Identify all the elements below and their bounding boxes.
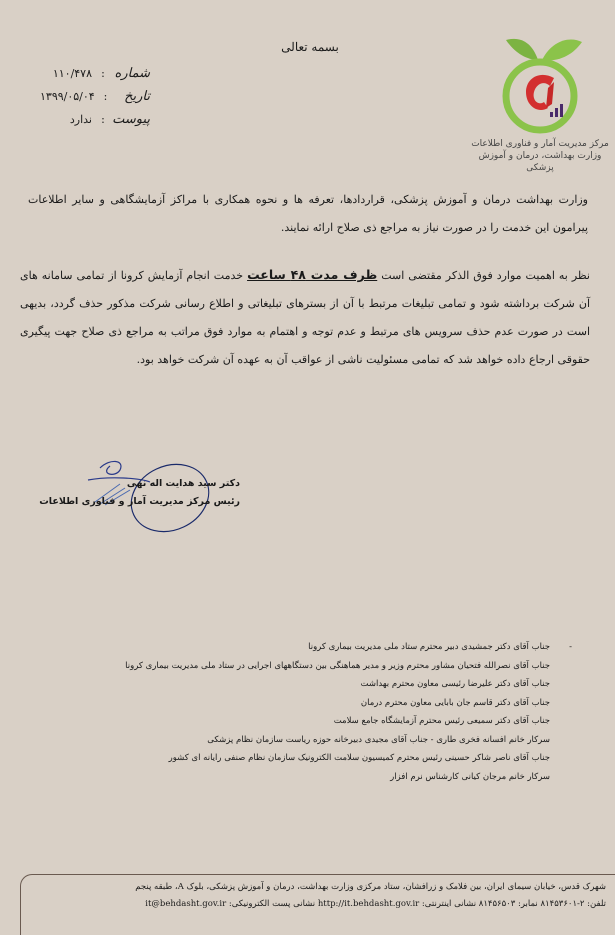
letter-meta <box>40 62 150 131</box>
body-paragraph-1: وزارت بهداشت درمان و آموزش پزشکی، قراردادها، تعرفه ها و نحوه همکاری با مراکز آزمایشگاهی و سایر اطلاعات پیرامون این خدمت را در صورت نیاز به مراجع ذی صلاح ارائه نمایند. <box>28 193 588 234</box>
meta-attachment-row <box>40 108 150 131</box>
meta-label: شماره <box>114 66 150 81</box>
ministry-logo <box>470 30 610 173</box>
paragraph-text: نظر به اهمیت موارد فوق الذکر مقتضی است <box>377 269 590 282</box>
signatory-name: دکتر سید هدایت اله نهی <box>126 478 240 489</box>
meta-label: تاریخ <box>124 89 150 104</box>
logo-caption-line2: وزارت بهداشت، درمان و آموزش پزشکی <box>478 151 602 173</box>
cc-item: جناب آقای دکتر قاسم جان بابایی معاون محترم درمان <box>360 697 550 708</box>
meta-colon: : <box>103 90 108 103</box>
cc-item: جناب آقای نصرالله فتحیان مشاور محترم وزیر و مدیر هماهنگی بین دستگاههای اجرایی در ستاد ملی مدیریت بیماری کرونا <box>125 660 550 671</box>
logo-emblem-icon <box>492 30 588 135</box>
paragraph-text: خدمت انجام آزمایش کرونا از تمامی سامانه های آن شرکت برداشته شود و تمامی تبلیغات مرتبط با آن از بسترهای تبلیغاتی و اطلاع رسانی شرکت مذکور حذف گردد، بدیهی است در صورت عدم حذف سرویس های مرتبط و عدم توجه و اهتمام به موارد فوق مراتب به مراجع ذی صلاح جهت پیگیری حقوقی ارجاع داده خواهد شد که تمامی مسئولیت ناشی از عواقب آن به عهده آن شرکت خواهد بود. <box>20 269 590 366</box>
signature-scribble-icon <box>70 450 240 540</box>
meta-number-row <box>40 62 150 85</box>
cc-item: جناب آقای دکتر علیرضا رئیسی معاون محترم بهداشت <box>360 679 550 689</box>
cc-item: جناب آقای دکتر سمیعی رئیس محترم آزمایشگاه جامع سلامت <box>333 716 550 726</box>
letter-number: ۱۱۰/۴۷۸ <box>52 67 92 80</box>
cc-list <box>100 638 572 786</box>
meta-colon: : <box>101 67 105 80</box>
signature-block <box>39 450 240 540</box>
bismillah-heading: بسمه تعالی <box>281 40 339 54</box>
cc-item: سرکار خانم افسانه فخری طاری - جناب آقای مجیدی دبیرخانه حوزه ریاست سازمان نظام پزشکی <box>207 734 550 745</box>
meta-label: پیوست <box>112 112 150 127</box>
footer-address: شهرک قدس، خیابان سیمای ایران، بین فلامک و زرافشان، ستاد مرکزی وزارت بهداشت، درمان و آموزش پزشکی، بلوک A، طبقه پنجم <box>135 882 606 892</box>
letter-date: ۱۳۹۹/۰۵/۰۴ <box>40 90 95 103</box>
logo-caption-line1: مرکز مدیریت آمار و فناوری اطلاعات <box>471 139 609 149</box>
logo-caption <box>470 138 610 174</box>
cc-item: جناب آقای ناصر شاکر حسینی رئیس محترم کمیسیون سلامت الکترونیک سازمان نظام صنفی رایانه ای کشور <box>168 753 550 763</box>
deadline-emphasis: ظرف مدت ۴۸ ساعت <box>247 267 378 282</box>
meta-colon: : <box>101 113 105 126</box>
meta-date-row <box>40 85 150 108</box>
letterhead-footer <box>20 874 615 935</box>
cc-item: جناب آقای دکتر جمشیدی دبیر محترم ستاد ملی مدیریت بیماری کرونا <box>308 642 550 652</box>
footer-contact: تلفن: ۲-۸۱۴۵۳۶۰۱ نمابر: ۸۱۴۵۶۵۰۳ نشانی اینترنتی: http://it.behdasht.gov.ir نشانی پست الکترونیکی: it@behdasht.gov.ir <box>145 899 606 909</box>
letter-attachment: ندارد <box>69 113 92 126</box>
cc-dash: - <box>569 642 572 652</box>
signatory-title: رئیس مرکز مدیریت آمار و فناوری اطلاعات <box>39 496 240 507</box>
cc-item: سرکار خانم مرجان کیانی کارشناس نرم افزار <box>390 771 550 782</box>
body-paragraph-2 <box>20 261 590 374</box>
